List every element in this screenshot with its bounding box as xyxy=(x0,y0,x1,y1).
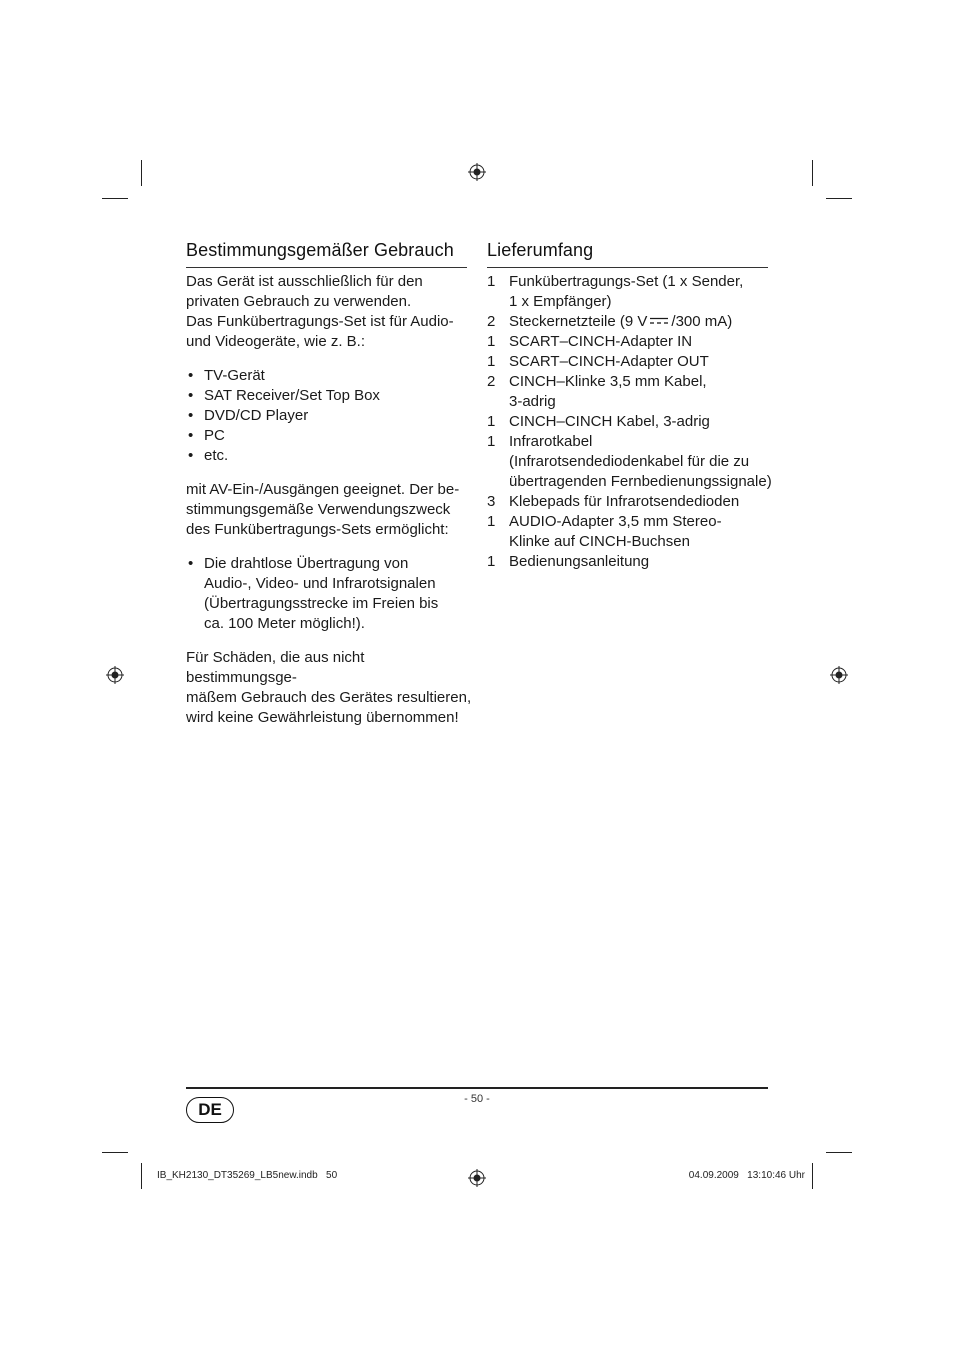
crop-mark xyxy=(102,1152,128,1153)
crosshair-target-icon xyxy=(106,666,124,684)
language-badge: DE xyxy=(186,1097,234,1123)
list-item: 1 Bedienungsanleitung xyxy=(487,553,650,570)
section-heading-delivery-contents: Lieferumfang xyxy=(487,240,594,260)
crop-mark xyxy=(826,198,852,199)
page-number: - 50 - xyxy=(464,1093,490,1105)
list-item: 1 SCART–CINCH-Adapter IN xyxy=(487,333,693,350)
crop-mark xyxy=(826,1152,852,1153)
delivery-contents-column xyxy=(487,272,777,572)
list-item: • etc. xyxy=(186,446,476,466)
list-item: • PC xyxy=(186,426,476,446)
list-item: 2 Steckernetzteile (9 V /300 mA) xyxy=(487,313,733,330)
contents-list xyxy=(487,272,777,572)
crosshair-target-icon xyxy=(830,666,848,684)
paragraph: mit AV-Ein-/Ausgängen geeignet. Der be- stimmungsgemäße Verwendungszweck des Funkübertragungs-Sets ermöglicht: xyxy=(186,481,460,538)
list-item: • SAT Receiver/Set Top Box xyxy=(186,386,476,406)
crop-mark xyxy=(141,160,142,186)
feature-list xyxy=(186,554,476,634)
list-item: • Die drahtlose Übertragung von Audio-, Video- und Infrarotsignalen (Übertragungsstrecke im Freien bis ca. 100 Meter möglich!). xyxy=(186,554,476,634)
list-item: 1 Infrarotkabel (Infrarotsendediodenkabel für die zu übertragenden Fernbedienungssignale) xyxy=(487,433,772,490)
crosshair-target-icon xyxy=(468,163,486,181)
print-slug-file: IB_KH2130_DT35269_LB5new.indb 50 xyxy=(157,1170,338,1181)
crop-mark xyxy=(141,1163,142,1189)
crosshair-target-icon xyxy=(468,1169,486,1187)
section-heading-intended-use: Bestimmungsgemäßer Gebrauch xyxy=(186,240,454,260)
list-item: 1 Funkübertragungs-Set (1 x Sender, 1 x Empfänger) xyxy=(487,273,744,310)
direct-current-symbol-icon xyxy=(650,317,668,325)
heading-rule xyxy=(487,267,768,268)
intended-use-column xyxy=(186,272,476,728)
paragraph: Für Schäden, die aus nicht bestimmungsge- mäßem Gebrauch des Gerätes resultieren, wird keine Gewährleistung übernommen! xyxy=(186,649,472,726)
print-slug-date: 04.09.2009 13:10:46 Uhr xyxy=(688,1170,805,1181)
crop-mark xyxy=(812,1163,813,1189)
heading-rule xyxy=(186,267,467,268)
device-list xyxy=(186,366,476,466)
crop-mark xyxy=(102,198,128,199)
footer-rule xyxy=(186,1087,768,1089)
crop-mark xyxy=(812,160,813,186)
list-item: 2 CINCH–Klinke 3,5 mm Kabel, 3-adrig xyxy=(487,373,707,410)
list-item: • TV-Gerät xyxy=(186,366,476,386)
list-item: • DVD/CD Player xyxy=(186,406,476,426)
list-item: 3 Klebepads für Infrarotsendedioden xyxy=(487,493,740,510)
list-item: 1 CINCH–CINCH Kabel, 3-adrig xyxy=(487,413,710,430)
list-item: 1 AUDIO-Adapter 3,5 mm Stereo- Klinke auf CINCH-Buchsen xyxy=(487,513,722,550)
list-item: 1 SCART–CINCH-Adapter OUT xyxy=(487,353,709,370)
paragraph: Das Gerät ist ausschließlich für den privaten Gebrauch zu verwenden. Das Funkübertragungs-Set ist für Audio- und Videogeräte, wie z. B.: xyxy=(186,273,454,350)
